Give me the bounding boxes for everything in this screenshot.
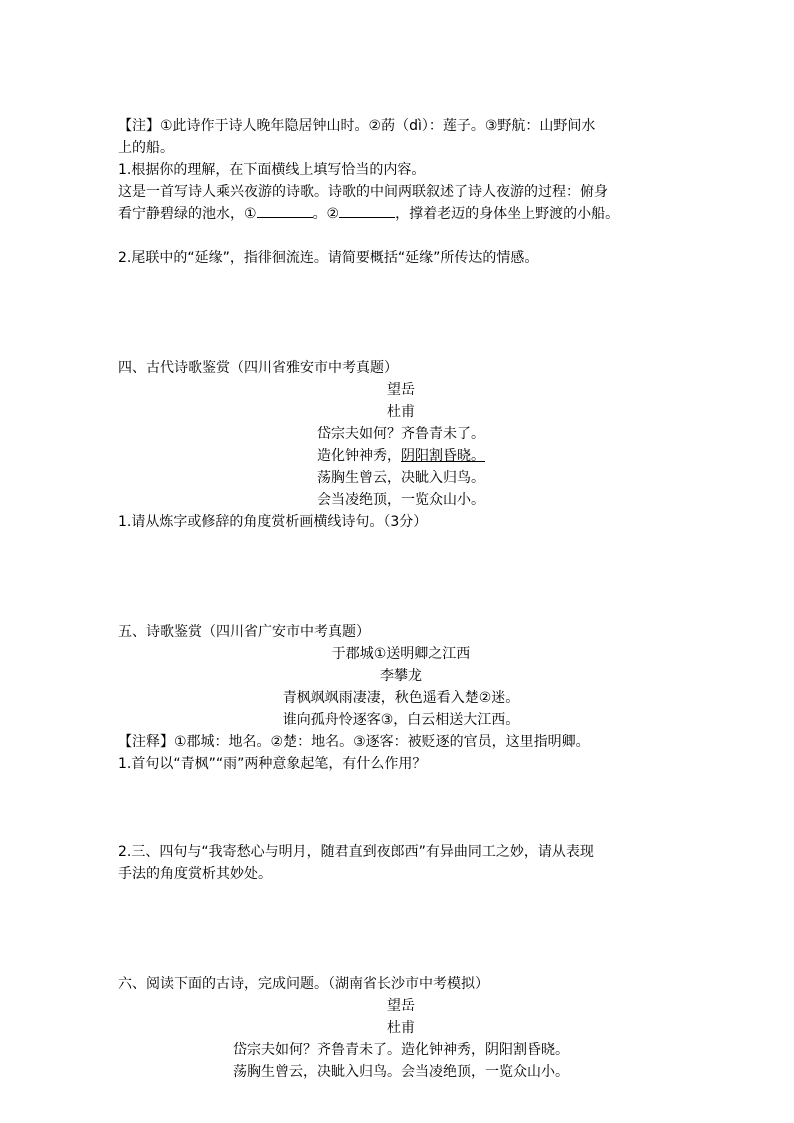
s4-poem-title: 望岳 xyxy=(387,382,415,398)
s4-poem-line-3: 荡胸生曾云，决眦入归鸟。 xyxy=(317,470,485,486)
s5-heading: 五、诗歌鉴赏（四川省广安市中考真题） xyxy=(118,624,370,640)
s1-q1-part-3: ，撑着老迈的身体坐上野渡的小船。 xyxy=(395,206,620,222)
s4-poem-author: 杜甫 xyxy=(387,404,415,420)
s4-poem-line-2 xyxy=(118,445,684,467)
s5-question-2-line-2: 手法的角度赏析其妙处。 xyxy=(118,866,272,882)
s5-poem-line-1: 青枫飒飒雨凄凄，秋色遥看入楚②迷。 xyxy=(282,690,520,706)
s4-poem-line-4: 会当凌绝顶，一览众山小。 xyxy=(317,492,485,508)
s5-poem-title: 于郡城①送明卿之江西 xyxy=(331,646,471,662)
s5-question-2-line-1: 2.三、四句与“我寄愁心与明月，随君直到夜郎西”有异曲同工之妙，请从表现 xyxy=(118,844,594,860)
s1-question-1: 1.根据你的理解，在下面横线上填写恰当的内容。 xyxy=(118,162,426,178)
s4-heading: 四、古代诗歌鉴赏（四川省雅安市中考真题） xyxy=(118,360,398,376)
s4-poem-line-1: 岱宗夫如何？齐鲁青未了。 xyxy=(317,426,485,442)
s5-poem-author: 李攀龙 xyxy=(380,668,422,684)
s6-poem-line-1: 岱宗夫如何？齐鲁青未了。造化钟神秀，阴阳割昏晓。 xyxy=(233,1042,569,1058)
s6-poem-title: 望岳 xyxy=(387,998,415,1014)
s1-q1-part-2: 。② xyxy=(312,206,340,222)
s5-question-1: 1.首句以“青枫”“雨”两种意象起笔，有什么作用？ xyxy=(118,756,427,772)
s6-heading: 六、阅读下面的古诗，完成问题。（湖南省长沙市中考模拟） xyxy=(118,976,489,992)
s5-annotation: 【注释】①郡城：地名。②楚：地名。③逐客：被贬逐的官员，这里指明卿。 xyxy=(118,734,590,750)
s1-q1-part-1: 看宁静碧绿的池水，① xyxy=(118,206,257,222)
s4-question-1: 1.请从炼字或修辞的角度赏析画横线诗句。（3分） xyxy=(118,514,428,530)
s4-underlined-verse: 阴阳割昏晓。 xyxy=(401,448,485,464)
worksheet-page xyxy=(118,115,684,1083)
s1-question-1-text-1: 这是一首写诗人乘兴夜游的诗歌。诗歌的中间两联叙述了诗人夜游的过程：俯身 xyxy=(118,184,608,200)
s1-note-line-2: 上的船。 xyxy=(118,140,174,156)
s6-poem-author: 杜甫 xyxy=(387,1020,415,1036)
s6-poem-line-2: 荡胸生曾云，决眦入归鸟。会当凌绝顶，一览众山小。 xyxy=(233,1064,569,1080)
s1-note-line-1: 【注】①此诗作于诗人晚年隐居钟山时。②菂（dì）：莲子。③野航：山野间水 xyxy=(118,118,596,134)
s1-question-1-text-2 xyxy=(118,203,684,225)
answer-blank-2[interactable] xyxy=(339,203,395,218)
s5-poem-line-2: 谁向孤舟怜逐客③，白云相送大江西。 xyxy=(282,712,520,728)
s4-line-2-part-a: 造化钟神秀， xyxy=(317,448,401,464)
answer-blank-1[interactable] xyxy=(257,203,313,218)
s1-question-2: 2.尾联中的“延缘”，指徘徊流连。请简要概括“延缘”所传达的情感。 xyxy=(118,250,539,266)
